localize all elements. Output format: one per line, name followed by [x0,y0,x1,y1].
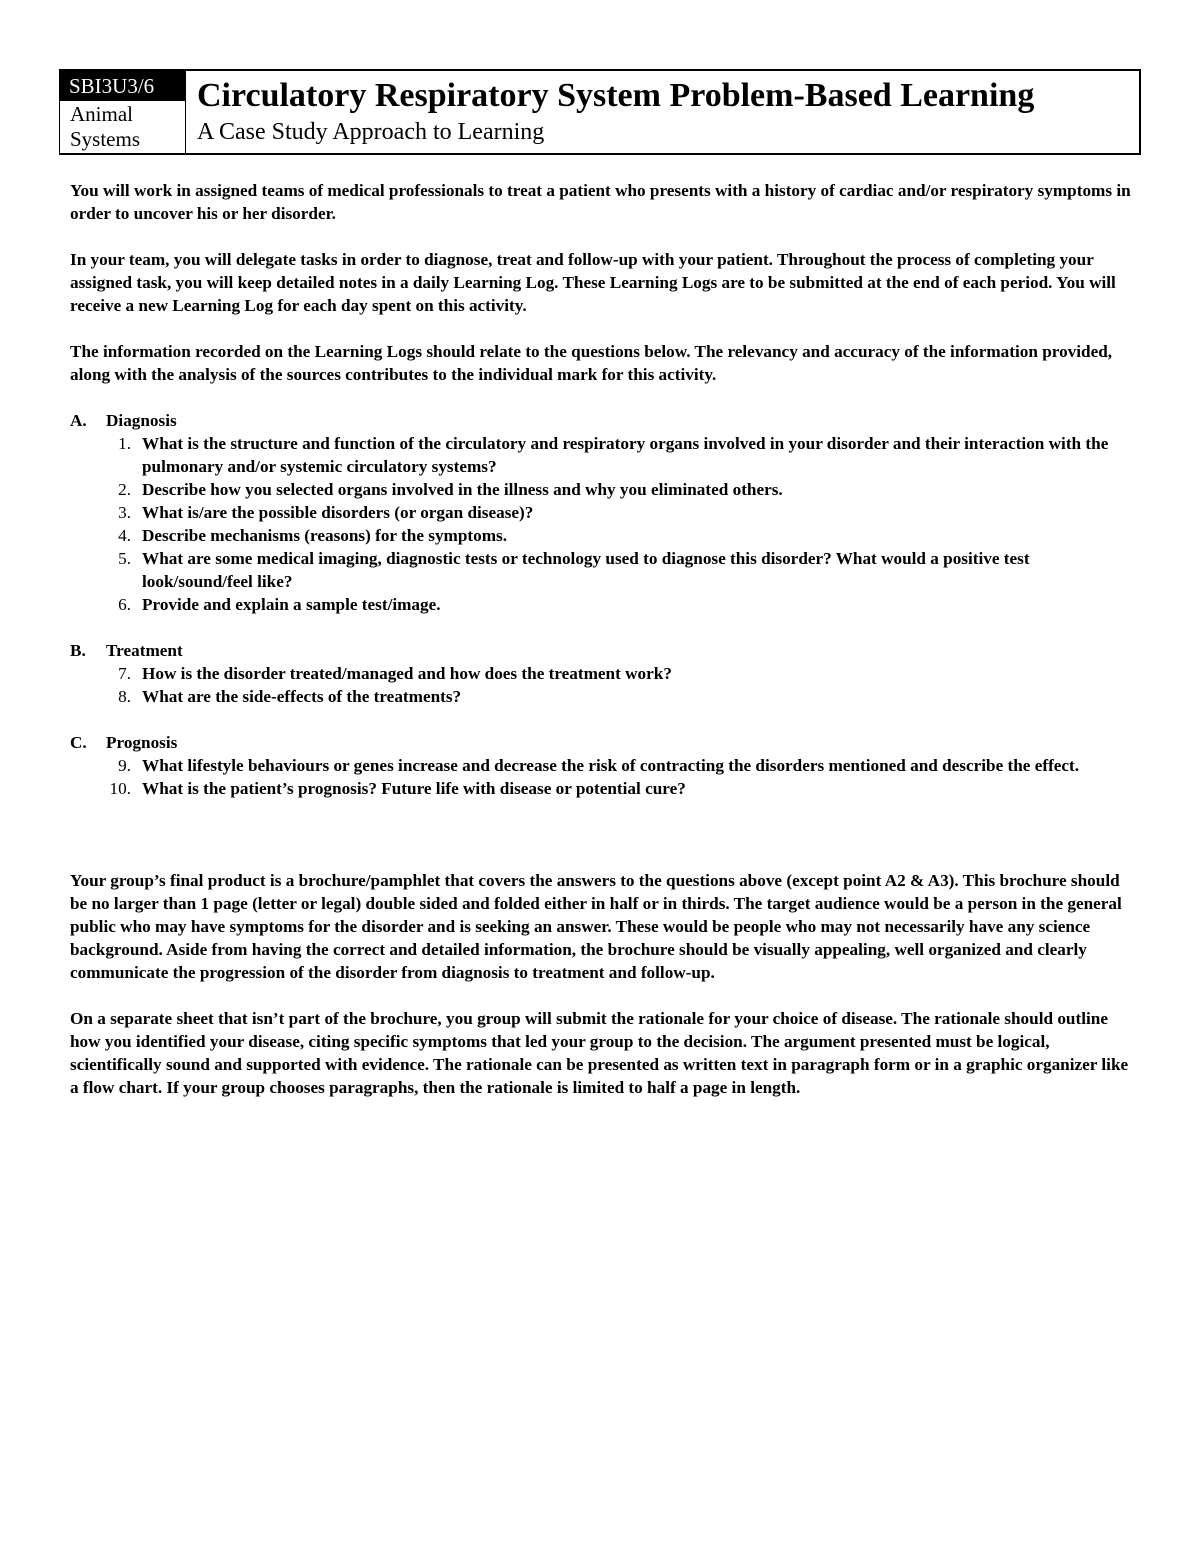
question-text: What is/are the possible disorders (or organ disease)? [142,503,534,522]
question-item [70,662,1132,685]
question-list [70,662,1132,708]
section-letter: C. [70,733,87,752]
question-number: 3. [118,503,131,522]
question-text: What are the side-effects of the treatments? [142,687,462,706]
section-treatment [70,639,1132,708]
question-item [70,754,1132,777]
intro-paragraph: In your team, you will delegate tasks in order to diagnose, treat and follow-up with your patient. Throughout the process of completing your assigned task, you will keep detailed notes in a daily Learning Log. These Learning Logs are to be submitted at the end of each period. You will receive a new Learning Log for each day spent on this activity. [70,250,1116,315]
title-cell [197,75,1129,147]
question-item [70,524,1132,547]
question-number: 5. [118,549,131,568]
document-body [70,179,1132,1122]
unit-name: Animal Systems [70,102,141,151]
spacer [70,823,1132,869]
question-number: 10. [109,779,131,798]
question-text: Describe how you selected organs involved in the illness and why you eliminated others. [142,480,783,499]
question-number: 4. [118,526,131,545]
question-item [70,593,1132,616]
section-heading [70,731,1132,754]
question-number: 6. [118,595,131,614]
section-title: Diagnosis [106,411,177,430]
question-item [70,478,1132,501]
question-number: 7. [118,664,131,683]
document-title: Circulatory Respiratory System Problem-Based Learning [197,77,1035,114]
question-list [70,754,1132,800]
question-text: What is the structure and function of the circulatory and respiratory organs involved in your disorder and their interaction with the pulmonary and/or systemic circulatory systems? [142,434,1109,476]
question-text: What is the patient’s prognosis? Future life with disease or potential cure? [142,779,686,798]
section-title: Treatment [106,641,183,660]
question-number: 1. [118,434,131,453]
course-code: SBI3U3/6 [60,71,185,101]
question-list [70,432,1132,616]
section-diagnosis [70,409,1132,616]
section-title: Prognosis [106,733,178,752]
question-item [70,501,1132,524]
section-letter: B. [70,641,86,660]
closing-paragraph: On a separate sheet that isn’t part of the brochure, you group will submit the rationale for your choice of disease. The rationale should outline how you identified your disease, citing specific symptoms that led your group to the decision. The argument presented must be logical, scientifically sound and supported with evidence. The rationale can be presented as written text in paragraph form or in a graphic organizer like a flow chart. If your group chooses paragraphs, then the rationale is limited to half a page in length. [70,1009,1129,1097]
section-prognosis [70,731,1132,800]
question-number: 8. [118,687,131,706]
document-subtitle: A Case Study Approach to Learning [197,119,545,145]
closing-paragraph: Your group’s final product is a brochure/pamphlet that covers the answers to the questions above (except point A2 & A3). This brochure should be no larger than 1 page (letter or legal) double sided and folded either in half or in thirds. The target audience would be a person in the general public who may have symptoms for the disorder and is seeking an answer. These would be people who may not necessarily have any science background. Aside from having the correct and detailed information, the brochure should be visually appealing, well organized and clearly communicate the progression of the disorder from diagnosis to treatment and follow-up. [70,871,1122,982]
header-box [59,69,1141,155]
section-heading [70,639,1132,662]
question-number: 2. [118,480,131,499]
question-text: Provide and explain a sample test/image. [142,595,441,614]
question-text: Describe mechanisms (reasons) for the symptoms. [142,526,508,545]
intro-paragraph: The information recorded on the Learning Logs should relate to the questions below. The relevancy and accuracy of the information provided, along with the analysis of the sources contributes to the individual mark for this activity. [70,342,1113,384]
question-item [70,432,1132,478]
question-item [70,685,1132,708]
question-item [70,777,1132,800]
question-text: How is the disorder treated/managed and how does the treatment work? [142,664,672,683]
question-number: 9. [118,756,131,775]
question-text: What lifestyle behaviours or genes increase and decrease the risk of contracting the disorders mentioned and describe the effect. [142,756,1080,775]
section-letter: A. [70,411,87,430]
course-cell [60,71,186,153]
question-item [70,547,1132,593]
question-text: What are some medical imaging, diagnostic tests or technology used to diagnose this disorder? What would a positive test look/sound/feel like? [142,549,1030,591]
intro-paragraph: You will work in assigned teams of medical professionals to treat a patient who presents with a history of cardiac and/or respiratory symptoms in order to uncover his or her disorder. [70,181,1131,223]
section-heading [70,409,1132,432]
